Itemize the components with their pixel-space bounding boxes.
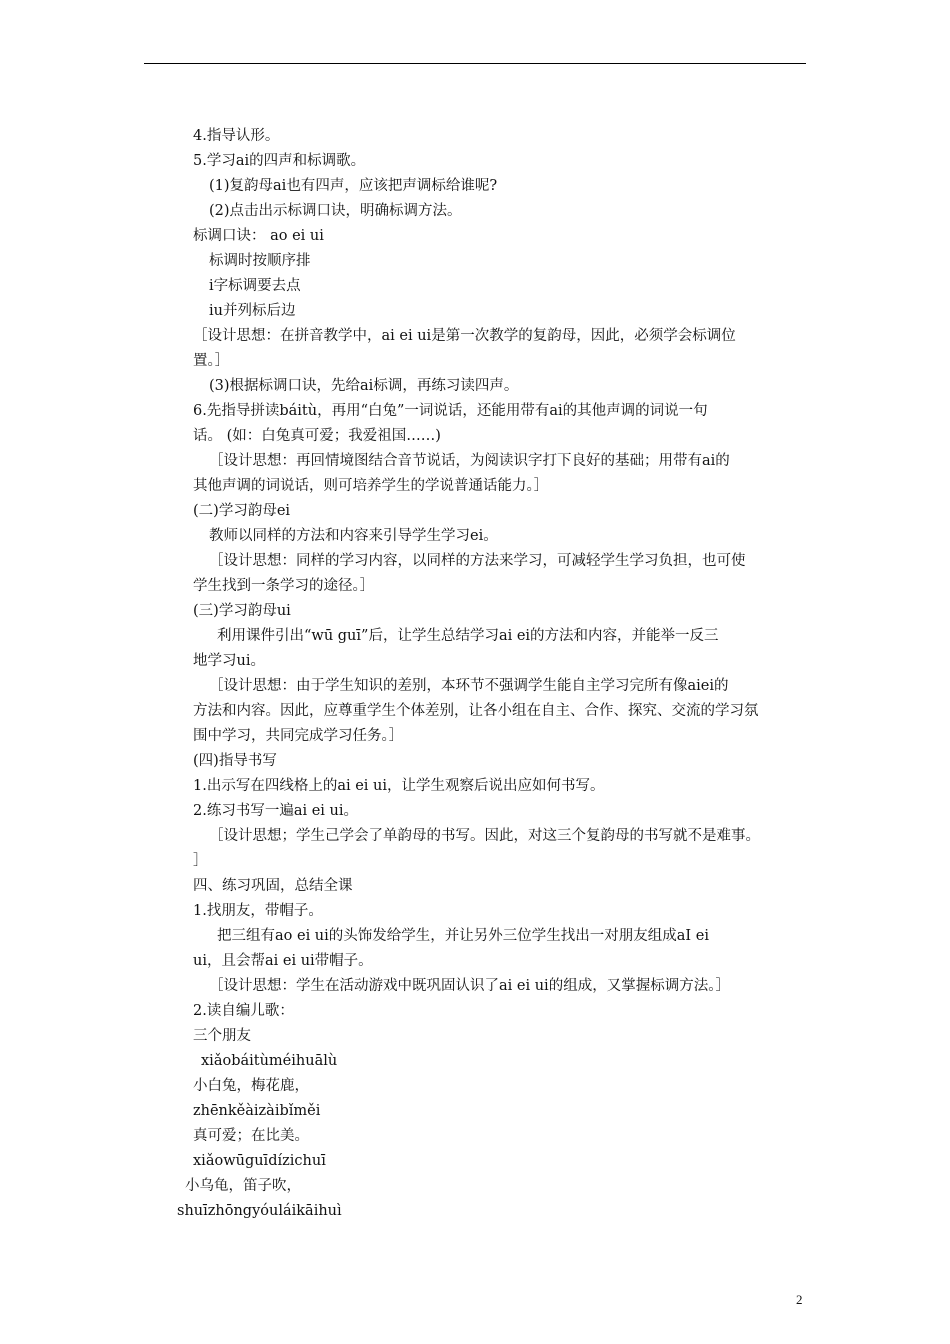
design-note-line: 其他声调的词说话，则可培养学生的学说普通话能力。］ (193, 478, 549, 494)
design-note-line: 方法和内容。因此，应尊重学生个体差别，让各小组在自主、合作、探究、交流的学习氛 (193, 703, 759, 719)
design-note-line: ［设计思想：同样的学习内容，以同样的方法来学习，可减轻学生学习负担，也可使 (209, 553, 746, 569)
design-note-line: ［设计思想：学生在活动游戏中既巩固认识了ai ei ui的组成，又掌握标调方法。］ (209, 978, 730, 994)
page-number: 2 (796, 1292, 803, 1307)
text-line: (3)根据标调口诀，先给ai标调，再练习读四声。 (209, 378, 519, 394)
text-line: 话。 (如：白兔真可爱；我爱祖国……) (193, 428, 441, 444)
text-line: 地学习ui。 (193, 653, 265, 669)
text-line: 标调口诀： ao ei ui (193, 228, 324, 244)
section-heading: (二)学习韵母ei (193, 503, 291, 519)
section-heading: (四)指导书写 (193, 753, 277, 769)
design-note-line: ［设计思想；学生己学会了单韵母的书写。因此，对这三个复韵母的书写就不是难事。 (209, 828, 760, 844)
section-heading: (三)学习韵母ui (193, 603, 291, 619)
design-note-line: 学生找到一条学习的途径。］ (193, 578, 375, 594)
poem-line: 小白兔，梅花鹿， (193, 1078, 309, 1094)
text-line: ui，且会帮ai ei ui带帽子。 (193, 953, 373, 969)
text-line: 6.先指导拼读báitù，再用“白兔”一词说话，还能用带有ai的其他声调的词说一句 (193, 403, 708, 419)
header-rule (144, 63, 806, 64)
pinyin-line: xiǎobáitùméihuālù (201, 1053, 338, 1069)
pinyin-line: shuīzhōngyóuláikāihuì (177, 1203, 342, 1219)
text-line: 1.出示写在四线格上的ai ei ui，让学生观察后说出应如何书写。 (193, 778, 605, 794)
design-note-line: ［设计思想：在拼音教学中，ai ei ui是第一次教学的复韵母，因此，必须学会标调位 (193, 328, 736, 344)
poem-title: 三个朋友 (193, 1028, 251, 1044)
text-line: 教师以同样的方法和内容来引导学生学习ei。 (209, 528, 498, 544)
design-note-line: ］ (193, 853, 208, 869)
text-line: 1.找朋友，带帽子。 (193, 903, 323, 919)
text-line: 标调时按顺序排 (209, 253, 311, 269)
text-line: 利用课件引出“wū guī”后，让学生总结学习ai ei的方法和内容，并能举一反三 (217, 628, 719, 644)
text-line: (2)点击出示标调口诀，明确标调方法。 (209, 203, 462, 219)
text-line: i字标调要去点 (209, 278, 301, 294)
text-line: 2.读自编儿歌： (193, 1003, 294, 1019)
design-note-line: ［设计思想：再回情境图结合音节说话，为阅读识字打下良好的基础；用带有ai的 (209, 453, 730, 469)
text-line: 5.学习ai的四声和标调歌。 (193, 153, 366, 169)
pinyin-line: xiǎowūguīdízichuī (193, 1153, 326, 1169)
text-line: 4.指导认形。 (193, 128, 280, 144)
text-line: (1)复韵母ai也有四声，应该把声调标给谁呢? (209, 178, 498, 194)
text-line: iu并列标后边 (209, 303, 296, 319)
section-heading: 四、练习巩固，总结全课 (193, 878, 353, 894)
design-note-line: 围中学习，共同完成学习任务。］ (193, 728, 404, 744)
design-note-line: ［设计思想：由于学生知识的差别，本环节不强调学生能自主学习完所有像aiei的 (209, 678, 729, 694)
pinyin-line: zhēnkěàizàibǐměi (193, 1103, 321, 1119)
design-note-line: 置。］ (193, 353, 230, 369)
poem-line: 小乌龟，笛子吹， (185, 1178, 301, 1194)
text-line: 把三组有ao ei ui的头饰发给学生，并让另外三位学生找出一对朋友组成aI ei (217, 928, 709, 944)
poem-line: 真可爱；在比美。 (193, 1128, 309, 1144)
text-line: 2.练习书写一遍ai ei ui。 (193, 803, 359, 819)
